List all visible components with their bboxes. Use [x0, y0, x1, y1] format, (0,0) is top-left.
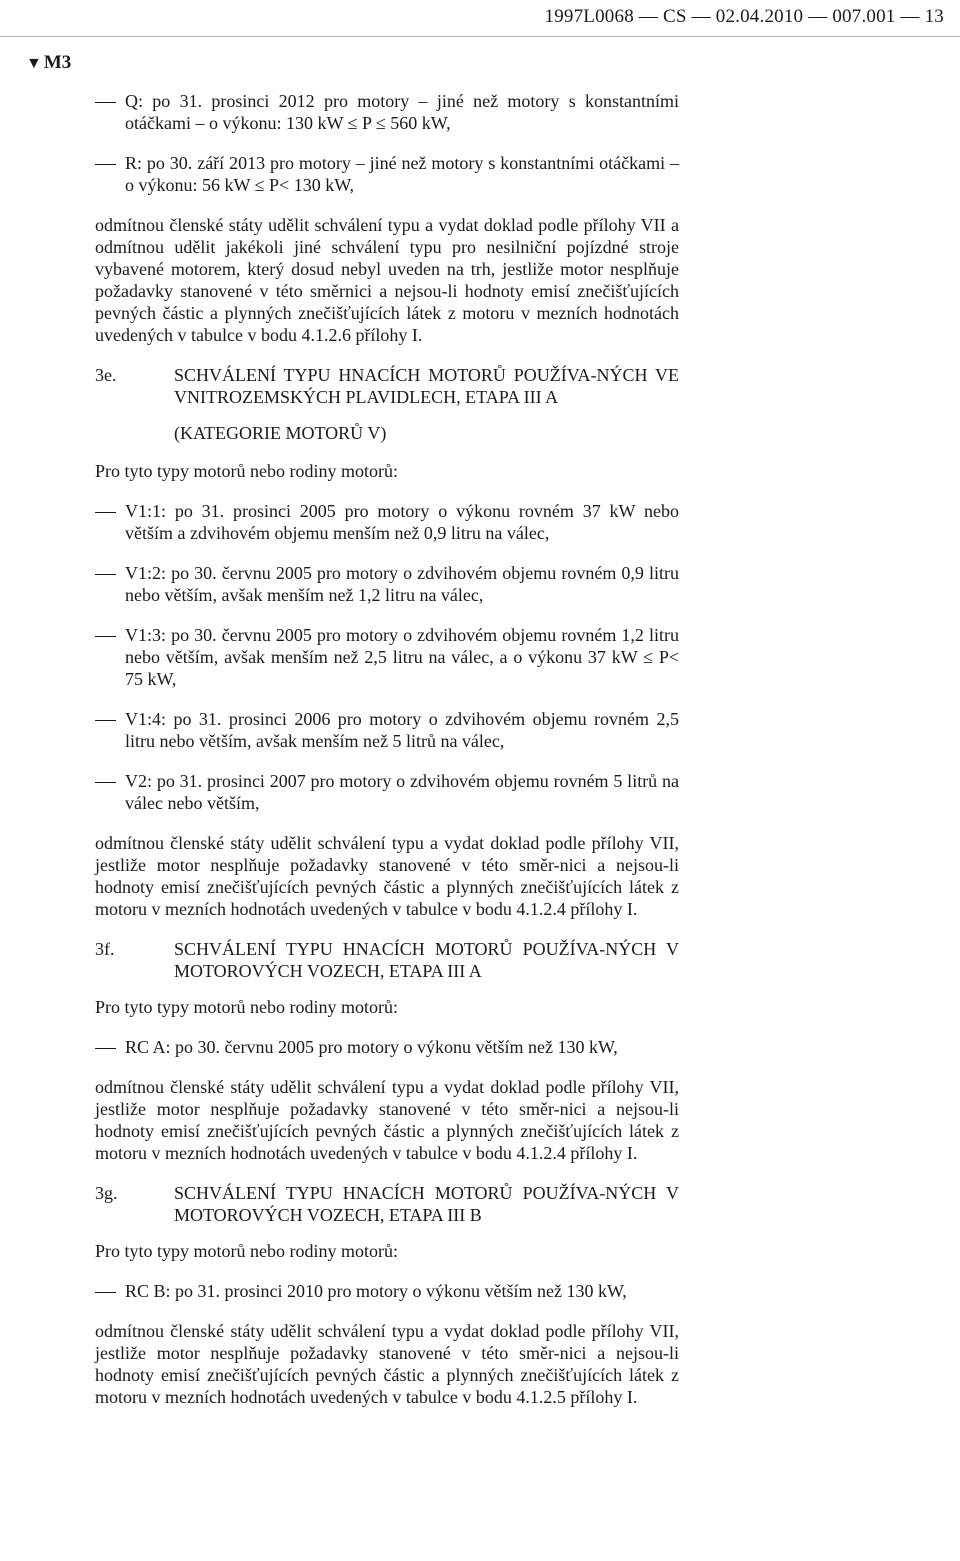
list-item [95, 500, 679, 544]
paragraph: odmítnou členské státy udělit schválení typu a vydat doklad podle přílohy VII, jestliže motor nesplňuje požadavky stanovené v této směr-nici a nejsou-li hodnoty emisí znečišťujících pevných částic a plynných znečišťujících látek z motoru v mezních hodnotách uvedených v tabulce v bodu 4.1.2.5 přílohy I. [95, 1321, 679, 1407]
section-intro: Pro tyto typy motorů nebo rodiny motorů: [95, 997, 398, 1017]
list-item-text: RC B: po 31. prosinci 2010 pro motory o výkonu větším než 130 kW, [125, 1281, 627, 1301]
list-item-text: V2: po 31. prosinci 2007 pro motory o zdvihovém objemu rovném 5 litrů na válec nebo větším, [125, 771, 679, 813]
list-item-text: V1:3: po 30. červnu 2005 pro motory o zdvihovém objemu rovném 1,2 litru nebo větším, avšak menším než 2,5 litru na válec, a o výkonu 37 kW ≤ P< 75 kW, [125, 625, 679, 689]
dash-icon [95, 1280, 125, 1302]
amendment-marker-label: M3 [43, 52, 72, 73]
list-item [95, 1036, 679, 1058]
dash-icon [95, 152, 125, 196]
list-item [95, 708, 679, 752]
section-number: 3g. [95, 1183, 118, 1203]
dash-icon [95, 500, 125, 544]
amendment-marker [26, 52, 71, 74]
dash-icon [95, 770, 125, 814]
section-title: SCHVÁLENÍ TYPU HNACÍCH MOTORŮ POUŽÍVA-NÝCH VE VNITROZEMSKÝCH PLAVIDLECH, ETAPA III A [174, 365, 679, 407]
section-heading-3g [95, 1182, 679, 1226]
list-item [95, 562, 679, 606]
paragraph: odmítnou členské státy udělit schválení typu a vydat doklad podle přílohy VII a odmítnou udělit jakékoli jiné schválení typu pro nesilniční pojízdné stroje vybavené motorem, který dosud nebyl uveden na trh, jestliže motor nesplňuje požadavky stanovené v této směrnici a nejsou-li hodnoty emisí znečišťujících pevných částic a plynných znečišťujících látek z motoru v mezních hodnotách uvedených v tabulce v bodu 4.1.2.6 přílohy I. [95, 215, 679, 345]
dash-icon [95, 624, 125, 690]
list-item-text: R: po 30. září 2013 pro motory – jiné než motory s konstantními otáčkami – o výkonu: 56 kW ≤ P< 130 kW, [125, 153, 679, 195]
section-title: SCHVÁLENÍ TYPU HNACÍCH MOTORŮ POUŽÍVA-NÝCH V MOTOROVÝCH VOZECH, ETAPA III A [174, 939, 679, 981]
list-item-text: V1:4: po 31. prosinci 2006 pro motory o zdvihovém objemu rovném 2,5 litru nebo větším, avšak menším než 5 litrů na válec, [125, 709, 679, 751]
paragraph: odmítnou členské státy udělit schválení typu a vydat doklad podle přílohy VII, jestliže motor nesplňuje požadavky stanovené v této směr-nici a nejsou-li hodnoty emisí znečišťujících pevných částic a plynných znečišťujících látek z motoru v mezních hodnotách uvedených v tabulce v bodu 4.1.2.4 přílohy I. [95, 833, 679, 919]
list-item [95, 90, 679, 134]
section-heading-3e [95, 364, 679, 408]
section-subtitle: (KATEGORIE MOTORŮ V) [174, 423, 387, 443]
section-intro: Pro tyto typy motorů nebo rodiny motorů: [95, 461, 398, 481]
section-number: 3f. [95, 939, 115, 959]
dash-icon [95, 90, 125, 134]
list-item-text: V1:1: po 31. prosinci 2005 pro motory o výkonu rovném 37 kW nebo větším a zdvihovém objemu menším než 0,9 litru na válec, [125, 501, 679, 543]
page-header [0, 0, 960, 37]
section-intro: Pro tyto typy motorů nebo rodiny motorů: [95, 1241, 398, 1261]
list-item [95, 1280, 679, 1302]
paragraph: odmítnou členské státy udělit schválení typu a vydat doklad podle přílohy VII, jestliže motor nesplňuje požadavky stanovené v této směr-nici a nejsou-li hodnoty emisí znečišťujících pevných částic a plynných znečišťujících látek z motoru v mezních hodnotách uvedených v tabulce v bodu 4.1.2.4 přílohy I. [95, 1077, 679, 1163]
list-item-text: RC A: po 30. červnu 2005 pro motory o výkonu větším než 130 kW, [125, 1037, 618, 1057]
triangle-down-icon: ▼ [26, 55, 42, 72]
list-item [95, 770, 679, 814]
dash-icon [95, 708, 125, 752]
dash-icon [95, 1036, 125, 1058]
document-body [95, 90, 679, 1426]
list-item [95, 152, 679, 196]
list-item-text: V1:2: po 30. červnu 2005 pro motory o zdvihovém objemu rovném 0,9 litru nebo větším, avšak menším než 1,2 litru na válec, [125, 563, 679, 605]
list-item-text: Q: po 31. prosinci 2012 pro motory – jiné než motory s konstantními otáčkami – o výkonu: 130 kW ≤ P ≤ 560 kW, [125, 91, 679, 133]
dash-icon [95, 562, 125, 606]
section-title: SCHVÁLENÍ TYPU HNACÍCH MOTORŮ POUŽÍVA-NÝCH V MOTOROVÝCH VOZECH, ETAPA III B [174, 1183, 679, 1225]
section-heading-3f [95, 938, 679, 982]
list-item [95, 624, 679, 690]
section-number: 3e. [95, 365, 117, 385]
header-reference: 1997L0068 — CS — 02.04.2010 — 007.001 — 13 [544, 6, 944, 27]
